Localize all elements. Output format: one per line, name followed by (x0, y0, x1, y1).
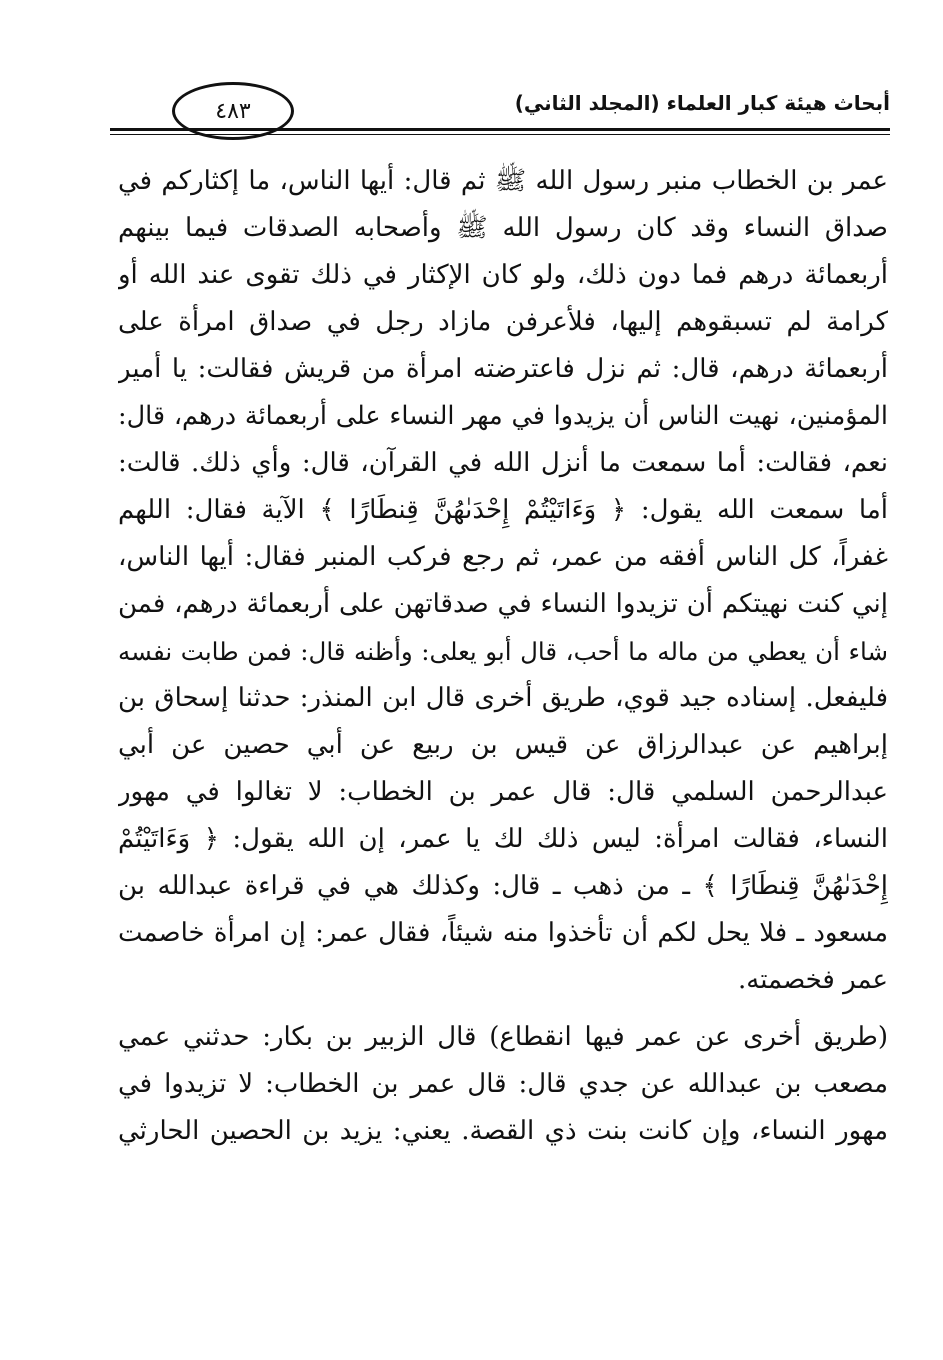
text-line: كرامة لم تسبقوهم إليها، فلأعرفن مازاد رجل في صداق امرأة على (118, 307, 888, 337)
page-header (110, 88, 890, 148)
paragraph (118, 158, 888, 1004)
text-line: عمر بن الخطاب منبر رسول الله ﷺ ثم قال: أيها الناس، ما إكثاركم في (118, 166, 888, 196)
text-line: المؤمنين، نهيت الناس أن يزيدوا في مهر النساء على أربعمائة درهم، قال: (118, 401, 888, 431)
text-line: صداق النساء وقد كان رسول الله ﷺ وأصحابه الصدقات فيما بينهم (118, 213, 888, 243)
page-number: ٤٨٣ (172, 82, 294, 140)
text-line: عمر فخصمته. (738, 965, 888, 995)
text-line: مسعود ـ فلا يحل لكم أن تأخذوا منه شيئاً، فقال عمر: إن امرأة خاصمت (118, 918, 888, 948)
text-line: نعم، فقالت: أما سمعت ما أنزل الله في القرآن، قال: وأي ذلك. قالت: (118, 448, 888, 478)
text-line: أما سمعت الله يقول: ﴿ وَءَاتَيْتُمْ إِحْدَىٰهُنَّ قِنطَارًا ﴾ الآية فقال: اللهم (118, 495, 888, 525)
text-line: إِحْدَىٰهُنَّ قِنطَارًا ﴾ ـ من ذهب ـ قال: وكذلك هي في قراءة عبدالله بن (118, 871, 888, 901)
body-text (118, 158, 888, 1155)
paragraph-gap (118, 1004, 888, 1014)
text-line: غفراً، كل الناس أفقه من عمر، ثم رجع فركب المنبر فقال: أيها الناس، (118, 542, 888, 572)
text-line: أربعمائة درهم فما دون ذلك، ولو كان الإكثار في ذلك تقوى عند الله أو (118, 260, 888, 290)
text-line: إبراهيم عن عبدالرزاق عن قيس بن ربيع عن أبي حصين عن أبي (118, 730, 888, 760)
paragraph (118, 1014, 888, 1155)
text-line: مصعب بن عبدالله عن جدي قال: قال عمر بن الخطاب: لا تزيدوا في (118, 1069, 888, 1099)
text-line: فليفعل. إسناده جيد قوي، طريق أخرى قال ابن المنذر: حدثنا إسحاق بن (118, 683, 888, 713)
text-line: مهور النساء، وإن كانت بنت ذي القصة. يعني: يزيد بن الحصين الحارثي (118, 1116, 888, 1146)
text-line: (طريق أخرى عن عمر فيها انقطاع) قال الزبير بن بكار: حدثني عمي (118, 1022, 888, 1052)
text-line: عبدالرحمن السلمي قال: قال عمر بن الخطاب: لا تغالوا في مهور (118, 777, 888, 807)
text-line: أربعمائة درهم، قال: ثم نزل فاعترضته امرأة من قريش فقالت: يا أمير (118, 354, 888, 384)
text-line: النساء، فقالت امرأة: ليس ذلك لك يا عمر، إن الله يقول: ﴿ وَءَاتَيْتُمْ (118, 824, 888, 854)
running-title: أبحاث هيئة كبار العلماء (المجلد الثاني) (514, 91, 890, 115)
header-rule (110, 128, 890, 131)
text-line: إني كنت نهيتكم أن تزيدوا النساء في صدقاتهن على أربعمائة درهم، فمن (118, 589, 888, 619)
text-line: شاء أن يعطي من ماله ما أحب، قال أبو يعلى: وأظنه قال: فمن طابت نفسه (118, 637, 888, 666)
